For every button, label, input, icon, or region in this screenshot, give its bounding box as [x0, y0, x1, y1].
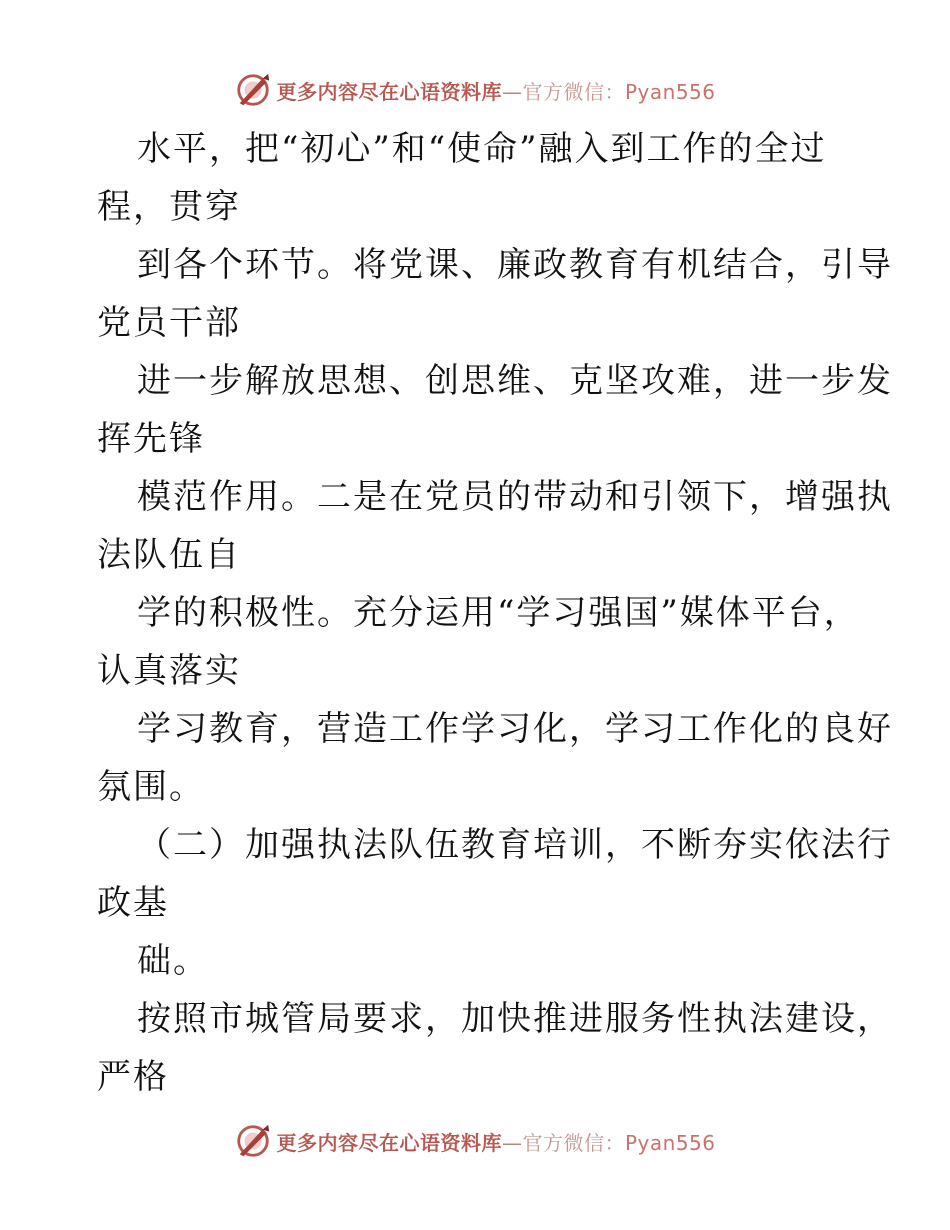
text-line: 学习教育，营造工作学习化，学习工作化的良好 [137, 709, 893, 749]
text-line: 严格 [97, 1057, 169, 1097]
footer-wechat-label: 官方微信： [522, 1130, 625, 1155]
header-brand-text: 更多内容尽在心语资料库 [276, 79, 502, 104]
text-line: （二）加强执法队伍教育培训，不断夯实依法行 [137, 825, 893, 865]
text-line: 到各个环节。将党课、廉政教育有机结合，引导 [137, 245, 893, 285]
quill-pen-seal-icon [234, 71, 272, 109]
text-line: 程，贯穿 [97, 187, 241, 227]
text-line: 认真落实 [97, 651, 241, 691]
header-banner [0, 70, 950, 110]
text-line: 挥先锋 [97, 419, 205, 459]
footer-banner-text [276, 1127, 715, 1156]
footer-banner [0, 1121, 950, 1161]
text-line: 氛围。 [97, 767, 205, 807]
header-separator: — [501, 79, 523, 104]
text-line: 学的积极性。充分运用“学习强国”媒体平台， [137, 593, 860, 633]
text-line: 党员干部 [97, 303, 241, 343]
footer-wechat-id: Pyan556 [624, 1130, 716, 1155]
header-wechat-label: 官方微信： [522, 79, 625, 104]
header-banner-text [276, 76, 715, 105]
footer-brand-text: 更多内容尽在心语资料库 [276, 1130, 502, 1155]
text-line: 模范作用。二是在党员的带动和引领下，增强执 [137, 477, 893, 517]
text-line: 进一步解放思想、创思维、克坚攻难，进一步发 [137, 361, 893, 401]
text-line: 水平，把“初心”和“使命”融入到工作的全过 [137, 129, 827, 169]
text-line: 政基 [97, 883, 169, 923]
header-wechat-id: Pyan556 [624, 79, 716, 104]
text-line: 按照市城管局要求，加快推进服务性执法建设， [137, 999, 893, 1039]
footer-separator: — [501, 1130, 523, 1155]
text-line: 法队伍自 [97, 535, 241, 575]
text-line: 础。 [137, 941, 209, 981]
document-body [97, 120, 893, 1106]
quill-pen-seal-icon [234, 1122, 272, 1160]
